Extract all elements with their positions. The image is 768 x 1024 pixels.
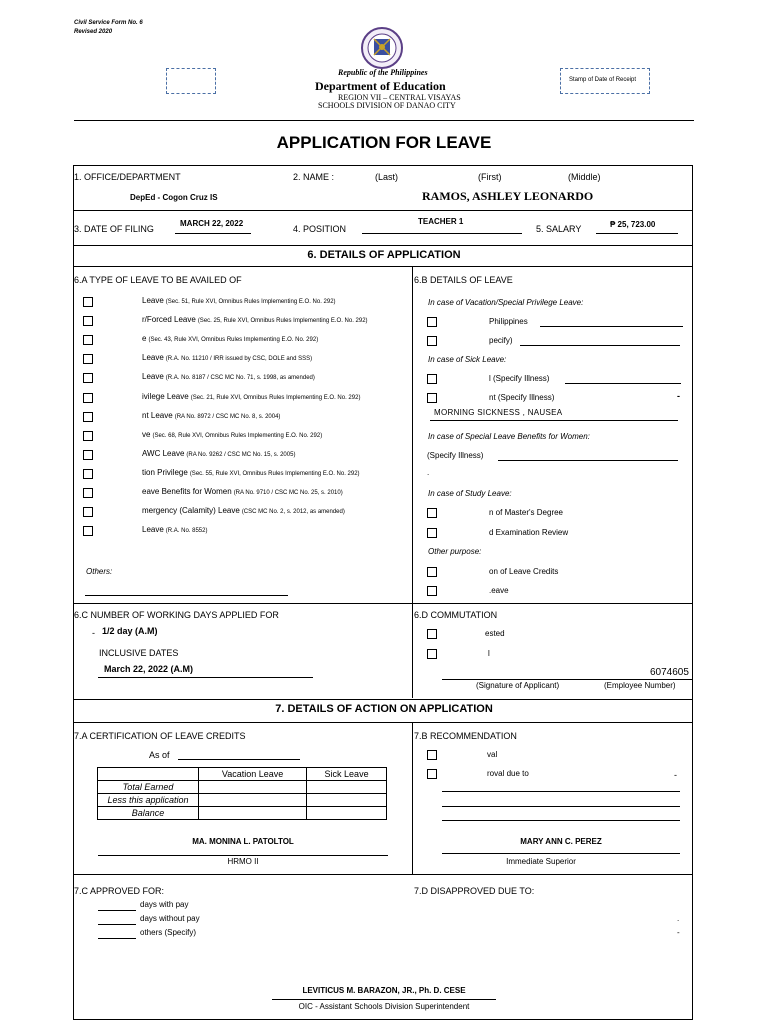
department-text: Department of Education [315, 79, 446, 93]
study-bar-label: d Examination Review [489, 528, 569, 537]
leave-type-note: (Sec. 43, Rule XVI, Omnibus Rules Implementing E.O. No. 292) [148, 337, 319, 343]
vacation-title: In case of Vacation/Special Privilege Leave: [428, 298, 584, 307]
section7d-title: 7.D DISAPPROVED DUE TO: [414, 886, 535, 896]
position-underline [362, 233, 522, 234]
hrmo-line [98, 855, 388, 856]
name-first-label: (First) [478, 172, 502, 182]
cell-vacation-earned[interactable] [199, 781, 307, 794]
official-title: OIC - Assistant Schools Division Superintendent [298, 1002, 470, 1011]
leave-type-label: Leave [142, 525, 164, 534]
leave-type-item [142, 392, 360, 401]
region-text: REGION VII – CENTRAL VISAYAS [338, 93, 461, 102]
leave-type-checkbox[interactable] [83, 507, 93, 517]
sick-illness-line [430, 420, 678, 421]
sick-hospital-checkbox[interactable] [427, 374, 437, 384]
leave-type-item [142, 449, 295, 458]
study-title: In case of Study Leave: [428, 489, 512, 498]
salary-value[interactable]: ₱ 25, 723.00 [610, 220, 656, 229]
section7c-title: 7.C APPROVED FOR: [74, 886, 165, 896]
leave-type-item [142, 487, 343, 496]
commutation-requested-checkbox[interactable] [427, 629, 437, 639]
leave-type-label: Leave [142, 372, 164, 381]
recommend-approval-checkbox[interactable] [427, 750, 437, 760]
study-bar-checkbox[interactable] [427, 528, 437, 538]
leave-type-label: nt Leave [142, 411, 173, 420]
leave-type-item [142, 315, 368, 324]
hrmo-name: MA. MONINA L. PATOLTOL [192, 837, 294, 846]
division-text: SCHOOLS DIVISION OF DANAO CITY [318, 101, 456, 110]
row-balance: Balance [98, 807, 199, 820]
section7-top-line [73, 699, 693, 700]
leave-type-label: Leave [142, 296, 164, 305]
photo-placeholder [166, 68, 216, 94]
position-value[interactable]: TEACHER 1 [418, 217, 464, 226]
hrmo-title: HRMO II [227, 857, 259, 866]
leave-type-note: (Sec. 25, Rule XVI, Omnibus Rules Implementing E.O. No. 292) [197, 318, 368, 324]
leave-type-item [142, 296, 336, 305]
recommend-line-3 [442, 820, 680, 821]
deped-seal-icon [354, 26, 410, 70]
signature-line [442, 679, 692, 680]
section6-center-divider [412, 266, 413, 698]
leave-credits-table [97, 767, 387, 820]
vacation-abroad-checkbox[interactable] [427, 336, 437, 346]
row-divider [73, 210, 693, 211]
employee-number-value[interactable]: 6074605 [650, 667, 689, 678]
leave-type-note: (RA No. 9710 / CSC MC No. 25, s. 2010) [233, 490, 343, 496]
salary-label: 5. SALARY [536, 224, 582, 234]
row-less-application: Less this application [98, 794, 199, 807]
section7a-title: 7.A CERTIFICATION OF LEAVE CREDITS [74, 731, 246, 741]
approved-others-label: others (Specify) [140, 928, 197, 937]
form-number: Civil Service Form No. 6 [74, 20, 143, 26]
leave-type-note: (Sec. 55, Rule XVI, Omnibus Rules Implementing E.O. No. 292) [189, 471, 360, 477]
others-underline [85, 595, 288, 596]
name-last-label: (Last) [375, 172, 399, 182]
recommend-approval-label: val [487, 750, 498, 759]
name-label: 2. NAME : [293, 172, 335, 182]
leave-type-checkbox[interactable] [83, 297, 93, 307]
others-label: Others: [86, 567, 113, 576]
leave-type-item [142, 468, 360, 477]
stamp-box [560, 68, 650, 94]
inclusive-value[interactable]: March 22, 2022 (A.M) [104, 664, 194, 674]
leave-type-label: ivilege Leave [142, 392, 189, 401]
vacation-abroad-label: pecify) [489, 336, 513, 345]
approved-with-pay-label: days with pay [140, 900, 189, 909]
vacation-within-checkbox[interactable] [427, 317, 437, 327]
leave-type-label: mergency (Calamity) Leave [142, 506, 240, 515]
study-masters-checkbox[interactable] [427, 508, 437, 518]
leave-type-note: (Sec. 68, Rule XVI, Omnibus Rules Implementing E.O. No. 292) [152, 433, 323, 439]
terminal-leave-checkbox[interactable] [427, 586, 437, 596]
col-sick: Sick Leave [307, 768, 387, 781]
sick-title: In case of Sick Leave: [428, 355, 507, 364]
cell-vacation-balance[interactable] [199, 807, 307, 820]
recommend-disapproval-label: roval due to [487, 769, 529, 778]
section6a-title: 6.A TYPE OF LEAVE TO BE AVAILED OF [74, 275, 242, 285]
leave-type-label: tion Privilege [142, 468, 188, 477]
section6-bottom-line [73, 266, 693, 267]
cell-vacation-less[interactable] [199, 794, 307, 807]
office-label: 1. OFFICE/DEPARTMENT [74, 172, 181, 182]
leave-type-checkbox[interactable] [83, 354, 93, 364]
vacation-within-label: Philippines [489, 317, 528, 326]
leave-type-item [142, 525, 207, 534]
leave-type-item [142, 372, 315, 381]
leave-type-note: (CSC MC No. 2, s. 2012, as amended) [241, 509, 345, 515]
commutation-not-requested-label: l [488, 649, 490, 658]
date-value[interactable]: MARCH 22, 2022 [180, 219, 244, 228]
vacation-within-line [540, 326, 683, 327]
approved-without-pay-line [98, 924, 136, 925]
employee-number-label: (Employee Number) [604, 681, 676, 690]
leave-type-label: ve [142, 430, 151, 439]
monetization-checkbox[interactable] [427, 567, 437, 577]
cell-sick-less[interactable] [307, 794, 387, 807]
disapproved-dot-1: . [677, 914, 680, 923]
section6d-title: 6.D COMMUTATION [414, 610, 498, 620]
inclusive-label: INCLUSIVE DATES [99, 648, 179, 658]
disapproved-dot-2: - [677, 928, 680, 937]
name-value[interactable]: RAMOS, ASHLEY LEONARDO [422, 189, 594, 203]
leave-type-checkbox[interactable] [83, 373, 93, 383]
leave-type-checkbox[interactable] [83, 488, 93, 498]
form-frame [73, 165, 693, 1020]
leave-type-note: (Sec. 21, Rule XVI, Omnibus Rules Implementing E.O. No. 292) [190, 395, 361, 401]
signature-label: (Signature of Applicant) [476, 681, 560, 690]
sick-illness-value[interactable]: MORNING SICKNESS , NAUSEA [434, 408, 563, 417]
sick-hospital-label: l (Specify Illness) [489, 374, 550, 383]
date-underline [175, 233, 251, 234]
women-title: In case of Special Leave Benefits for Women: [428, 432, 590, 441]
section6cd-line [73, 603, 693, 604]
recommend-line-2 [442, 806, 680, 807]
section7-title: 7. DETAILS OF ACTION ON APPLICATION [275, 703, 493, 715]
sick-outpatient-label: nt (Specify Illness) [489, 393, 555, 402]
vacation-abroad-line [520, 345, 680, 346]
republic-text: Republic of the Philippines [338, 68, 428, 77]
section6-top-line [73, 245, 693, 246]
study-masters-label: n of Master's Degree [489, 508, 564, 517]
section6c-title: 6.C NUMBER OF WORKING DAYS APPLIED FOR [74, 610, 279, 620]
header-divider [74, 120, 694, 121]
inclusive-line [98, 677, 313, 678]
days-value[interactable]: 1/2 day (A.M) [102, 626, 158, 636]
leave-type-note: (RA No. 9262 / CSC MC No. 15, s. 2005) [186, 452, 296, 458]
section6b-title: 6.B DETAILS OF LEAVE [414, 275, 513, 285]
days-dash: - [92, 628, 95, 638]
section7-center-divider [412, 722, 413, 874]
leave-type-checkbox[interactable] [83, 431, 93, 441]
women-illness-line [498, 460, 678, 461]
leave-type-note: (R.A. No. 8187 / CSC MC No. 71, s. 1998, as amended) [165, 375, 315, 381]
date-label: 3. DATE OF FILING [74, 224, 154, 234]
sick-dash: - [677, 391, 680, 401]
leave-type-note: (Sec. 51, Rule XVI, Omnibus Rules Implementing E.O. No. 292) [165, 299, 336, 305]
page-title: APPLICATION FOR LEAVE [276, 133, 492, 152]
official-line [272, 999, 496, 1000]
sick-outpatient-checkbox[interactable] [427, 393, 437, 403]
salary-underline [596, 233, 678, 234]
row-total-earned: Total Earned [98, 781, 199, 794]
leave-type-item [142, 430, 322, 439]
leave-type-note: (R.A. No. 11210 / IRR issued by CSC, DOLE and SSS) [165, 356, 313, 362]
commutation-not-requested-checkbox[interactable] [427, 649, 437, 659]
other-purpose-title: Other purpose: [428, 547, 482, 556]
leave-type-checkbox[interactable] [83, 469, 93, 479]
official-name: LEVITICUS M. BARAZON, JR., Ph. D. CESE [302, 986, 466, 995]
sick-hospital-line [565, 383, 681, 384]
leave-type-checkbox[interactable] [83, 526, 93, 536]
leave-type-label: AWC Leave [142, 449, 185, 458]
recommend-dash: - [674, 770, 677, 780]
women-dot: . [427, 468, 430, 477]
leave-type-checkbox[interactable] [83, 393, 93, 403]
leave-type-label: e [142, 334, 147, 343]
leave-type-note: (R.A. No. 8552) [165, 528, 208, 534]
as-of-label: As of [149, 750, 170, 760]
leave-type-label: eave Benefits for Women [142, 487, 232, 496]
cell-sick-earned[interactable] [307, 781, 387, 794]
monetization-label: on of Leave Credits [489, 567, 559, 576]
recommend-disapproval-checkbox[interactable] [427, 769, 437, 779]
section7-bottom-line [73, 722, 693, 723]
leave-type-checkbox[interactable] [83, 316, 93, 326]
superior-title: Immediate Superior [506, 857, 576, 866]
cell-sick-balance[interactable] [307, 807, 387, 820]
leave-type-label: Leave [142, 353, 164, 362]
leave-type-item [142, 506, 345, 515]
col-vacation: Vacation Leave [199, 768, 307, 781]
leave-type-item [142, 411, 280, 420]
women-illness-label: (Specify Illness) [427, 451, 484, 460]
leave-type-checkbox[interactable] [83, 412, 93, 422]
approved-others-line [98, 938, 136, 939]
section7b-title: 7.B RECOMMENDATION [414, 731, 517, 741]
superior-name: MARY ANN C. PEREZ [520, 837, 602, 846]
as-of-line [178, 759, 300, 760]
leave-type-checkbox[interactable] [83, 450, 93, 460]
stamp-label: Stamp of Date of Receipt [569, 77, 637, 83]
commutation-requested-label: ested [485, 629, 505, 638]
section7cd-line [73, 874, 693, 875]
leave-type-item [142, 334, 318, 343]
approved-with-pay-line [98, 910, 136, 911]
leave-type-checkbox[interactable] [83, 335, 93, 345]
name-middle-label: (Middle) [568, 172, 601, 182]
leave-type-item [142, 353, 312, 362]
section6-title: 6. DETAILS OF APPLICATION [307, 249, 461, 261]
approved-without-pay-label: days without pay [140, 914, 200, 923]
office-value[interactable]: DepEd - Cogon Cruz IS [130, 193, 218, 202]
recommend-line-1 [442, 791, 680, 792]
leave-type-label: r/Forced Leave [142, 315, 196, 324]
superior-line [442, 853, 680, 854]
form-revised: Revised 2020 [74, 29, 113, 35]
terminal-leave-label: .eave [489, 586, 509, 595]
position-label: 4. POSITION [293, 224, 347, 234]
leave-type-note: (RA No. 8972 / CSC MC No. 8, s. 2004) [174, 414, 281, 420]
